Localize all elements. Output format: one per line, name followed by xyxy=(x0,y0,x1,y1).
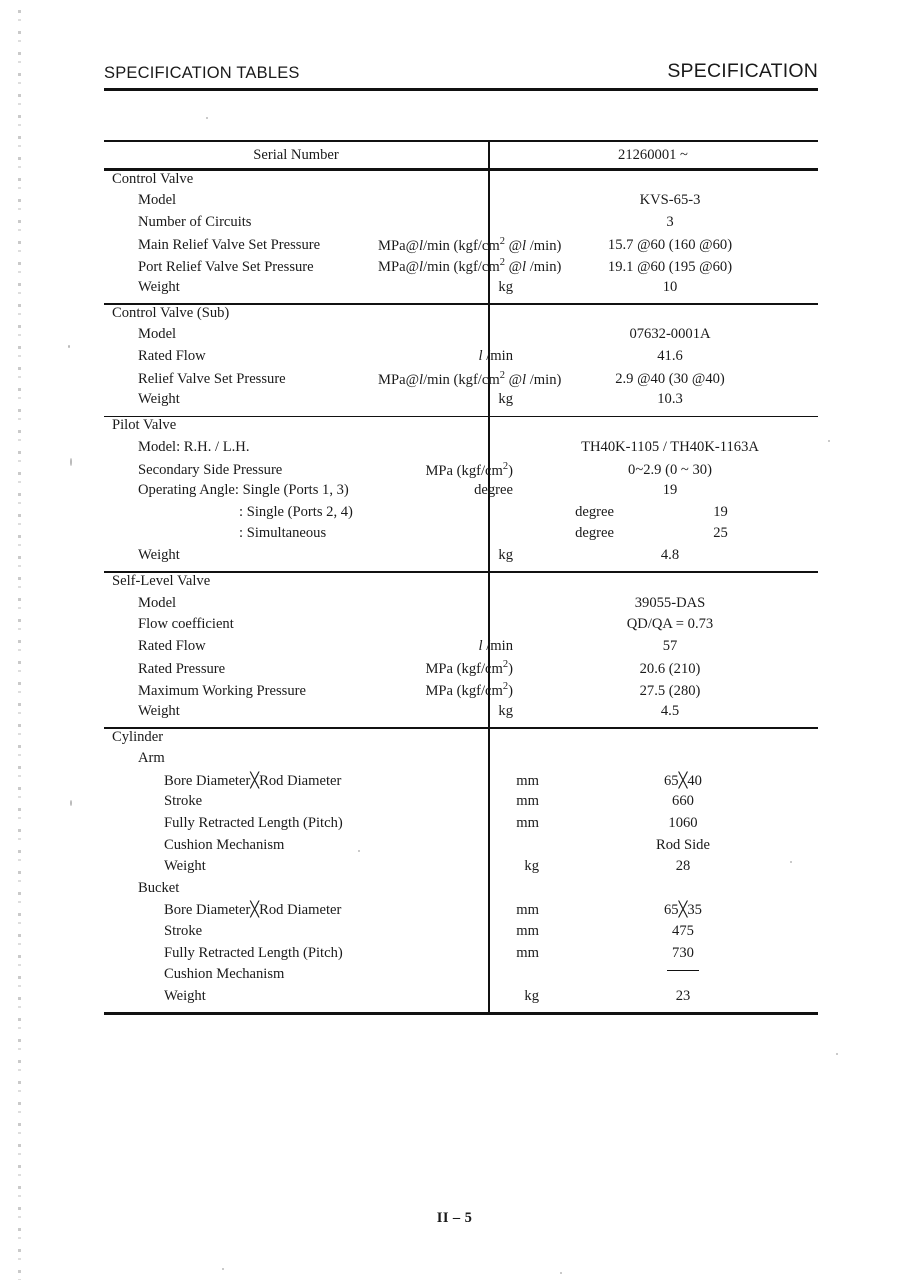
row-unit: l /min xyxy=(478,348,513,365)
row-label: Cushion Mechanism xyxy=(164,836,285,853)
scan-speck xyxy=(68,345,70,348)
table-section xyxy=(104,729,818,1015)
row-value: 10.3 xyxy=(657,391,683,408)
section-title-row-label: Control Valve xyxy=(112,170,194,187)
row-value: 3 xyxy=(666,213,674,230)
row-unit: MPa $(kgf/cm^2)$ xyxy=(425,659,513,678)
row-value: Rod Side xyxy=(656,836,710,853)
row-label: Weight xyxy=(138,702,180,719)
row-label: : Single (Ports 2, 4) xyxy=(239,503,353,520)
row-value: 4.5 xyxy=(660,702,680,719)
row-value: 19 xyxy=(713,503,728,520)
row-unit: mm xyxy=(516,944,539,961)
section-title-row xyxy=(104,573,818,595)
row-unit: kg xyxy=(524,858,539,875)
scan-speck xyxy=(70,458,72,466)
row-unit: MPa@l/min ($kgf/cm^2$ @l /min) xyxy=(378,235,562,254)
row-value: 25 xyxy=(713,525,728,542)
table-row xyxy=(104,837,818,859)
table-row xyxy=(104,370,818,392)
table-section xyxy=(104,573,818,729)
row-unit: mm xyxy=(516,772,539,789)
table-row xyxy=(104,945,818,967)
row-unit: degree xyxy=(575,525,614,542)
row-label: Model xyxy=(138,326,177,343)
table-body xyxy=(104,142,818,1014)
row-label: Model: R.H. / L.H. xyxy=(138,438,250,455)
row-value: 39055-DAS xyxy=(634,594,706,611)
table-row xyxy=(104,391,818,413)
row-value: 41.6 xyxy=(657,348,683,365)
row-unit: kg xyxy=(498,702,513,719)
row-unit: kg xyxy=(498,391,513,408)
table-header-label: Serial Number xyxy=(253,146,339,163)
table-row xyxy=(104,772,818,794)
row-label: Bore Diameter╳Rod Diameter xyxy=(164,772,342,789)
row-unit: MPa $(kgf/cm^2)$ xyxy=(425,680,513,699)
row-unit: degree xyxy=(474,482,513,499)
row-unit: degree xyxy=(575,503,614,520)
row-unit: MPa@l/min ($kgf/cm^2$ @l /min) xyxy=(378,257,562,276)
page-header-left-title: SPECIFICATION TABLES xyxy=(104,64,300,82)
row-unit: mm xyxy=(516,815,539,831)
row-value: 1060 xyxy=(668,815,698,831)
table-row xyxy=(104,482,818,504)
section-title-row-label: Self-Level Valve xyxy=(112,572,211,589)
row-value: 65╳35 xyxy=(664,902,702,919)
section-title-row xyxy=(104,305,818,327)
section-title-row xyxy=(104,171,818,193)
section-title-row-label: Control Valve (Sub) xyxy=(112,304,230,321)
scan-speck xyxy=(206,117,208,119)
table-row xyxy=(104,525,818,547)
row-unit: MPa@l/min ($kgf/cm^2$ @l /min) xyxy=(378,369,562,388)
table-row xyxy=(104,901,818,923)
row-value: 20.6 (210) xyxy=(639,661,701,678)
row-label: Fully Retracted Length (Pitch) xyxy=(164,944,343,961)
section-title-row xyxy=(104,729,818,751)
row-label: Weight xyxy=(138,546,180,563)
row-label: Model xyxy=(138,594,177,611)
table-row xyxy=(104,966,818,988)
row-unit: MPa $(kgf/cm^2)$ xyxy=(425,460,513,479)
row-label: : Simultaneous xyxy=(239,525,327,542)
table-row xyxy=(104,681,818,703)
table-row xyxy=(104,257,818,279)
table-row xyxy=(104,595,818,617)
table-section xyxy=(104,171,818,305)
row-label: Stroke xyxy=(164,793,203,810)
row-label: Model xyxy=(138,192,177,209)
row-value: QD/QA = 0.73 xyxy=(626,616,714,633)
subsection-title-row xyxy=(104,880,818,902)
row-value: 19.1 @60 (195 @60) xyxy=(607,259,733,276)
table-row xyxy=(104,638,818,660)
row-value: 2.9 @40 (30 @40) xyxy=(615,371,725,388)
table-row xyxy=(104,988,818,1010)
table-row xyxy=(104,236,818,258)
row-label: Rated Flow xyxy=(138,348,206,365)
row-unit: mm xyxy=(516,902,539,919)
row-unit: kg xyxy=(498,546,513,563)
page-running-head xyxy=(104,60,818,83)
table-row xyxy=(104,547,818,569)
row-unit: mm xyxy=(516,922,539,939)
row-label: Weight xyxy=(138,278,180,295)
row-value: 10 xyxy=(662,278,678,295)
table-row xyxy=(104,616,818,638)
table-row xyxy=(104,348,818,370)
table-header-row xyxy=(104,142,818,168)
table-bottom-rule xyxy=(104,1012,818,1014)
specification-table xyxy=(104,140,818,1015)
scan-speck xyxy=(70,800,72,806)
row-label: Weight xyxy=(138,391,180,408)
scan-speck xyxy=(836,1053,838,1055)
table-sections-host xyxy=(104,171,818,1015)
table-section xyxy=(104,305,818,417)
row-value: 27.5 (280) xyxy=(639,682,701,699)
row-label: Operating Angle: Single (Ports 1, 3) xyxy=(138,482,349,499)
row-label: Maximum Working Pressure xyxy=(138,682,306,699)
table-row xyxy=(104,659,818,681)
row-unit: kg xyxy=(524,987,539,1004)
table-section xyxy=(104,417,818,573)
table-row xyxy=(104,504,818,526)
page-header-right-title: SPECIFICATION xyxy=(667,60,818,82)
row-value xyxy=(548,966,818,983)
table-row xyxy=(104,214,818,236)
row-value: 65╳40 xyxy=(664,772,702,789)
row-value: 660 xyxy=(672,793,694,810)
row-unit: kg xyxy=(498,278,513,295)
scan-speck xyxy=(828,440,830,442)
table-row xyxy=(104,192,818,214)
table-row xyxy=(104,439,818,461)
scan-speck xyxy=(222,1268,224,1270)
table-row xyxy=(104,793,818,815)
row-value: 730 xyxy=(672,944,694,961)
row-value: 0~2.9 (0 ~ 30) xyxy=(628,462,712,479)
row-label: Relief Valve Set Pressure xyxy=(138,371,286,388)
row-value: TH40K-1105 / TH40K-1163A xyxy=(581,438,759,455)
table-row xyxy=(104,279,818,301)
scan-gutter-artifact xyxy=(18,10,21,1280)
row-value: 23 xyxy=(675,987,691,1004)
row-value: 15.7 @60 (160 @60) xyxy=(607,237,733,254)
row-value: 28 xyxy=(675,858,691,875)
scan-speck xyxy=(560,1272,562,1274)
empty-value-dash xyxy=(667,970,699,971)
row-label: Secondary Side Pressure xyxy=(138,462,283,479)
row-unit: mm xyxy=(516,793,539,810)
row-value: 4.8 xyxy=(660,546,680,563)
row-label: Rated Pressure xyxy=(138,661,226,678)
row-label: Number of Circuits xyxy=(138,213,252,230)
section-title-row xyxy=(104,417,818,439)
section-title-row-label: Cylinder xyxy=(112,728,164,745)
row-value: 475 xyxy=(672,922,694,939)
row-value: KVS-65-3 xyxy=(639,192,701,209)
table-row xyxy=(104,858,818,880)
section-title-row-label: Pilot Valve xyxy=(112,417,177,434)
table-row xyxy=(104,923,818,945)
table-row xyxy=(104,461,818,483)
row-label: Stroke xyxy=(164,922,203,939)
table-row xyxy=(104,703,818,725)
table-row xyxy=(104,326,818,348)
row-unit: l /min xyxy=(478,637,513,654)
row-label: Bore Diameter╳Rod Diameter xyxy=(164,902,342,919)
page-footer xyxy=(0,1210,909,1227)
row-label: Rated Flow xyxy=(138,637,206,654)
row-label: Weight xyxy=(164,858,206,875)
table-row xyxy=(104,815,818,837)
row-value: 19 xyxy=(662,482,678,499)
row-value: 07632-0001A xyxy=(629,326,711,343)
table-header-value: 21260001 ~ xyxy=(618,146,688,163)
row-label: Cushion Mechanism xyxy=(164,966,285,983)
row-value: 57 xyxy=(662,637,678,654)
row-label: Fully Retracted Length (Pitch) xyxy=(164,815,343,831)
page-header-rule xyxy=(104,88,818,91)
subsection-title-row-label: Arm xyxy=(138,750,165,767)
subsection-title-row xyxy=(104,750,818,772)
row-label: Flow coefficient xyxy=(138,616,234,633)
row-label: Port Relief Valve Set Pressure xyxy=(138,259,314,276)
subsection-title-row-label: Bucket xyxy=(138,879,180,896)
row-label: Weight xyxy=(164,987,206,1004)
row-label: Main Relief Valve Set Pressure xyxy=(138,237,321,254)
page-number: II – 5 xyxy=(436,1210,473,1226)
